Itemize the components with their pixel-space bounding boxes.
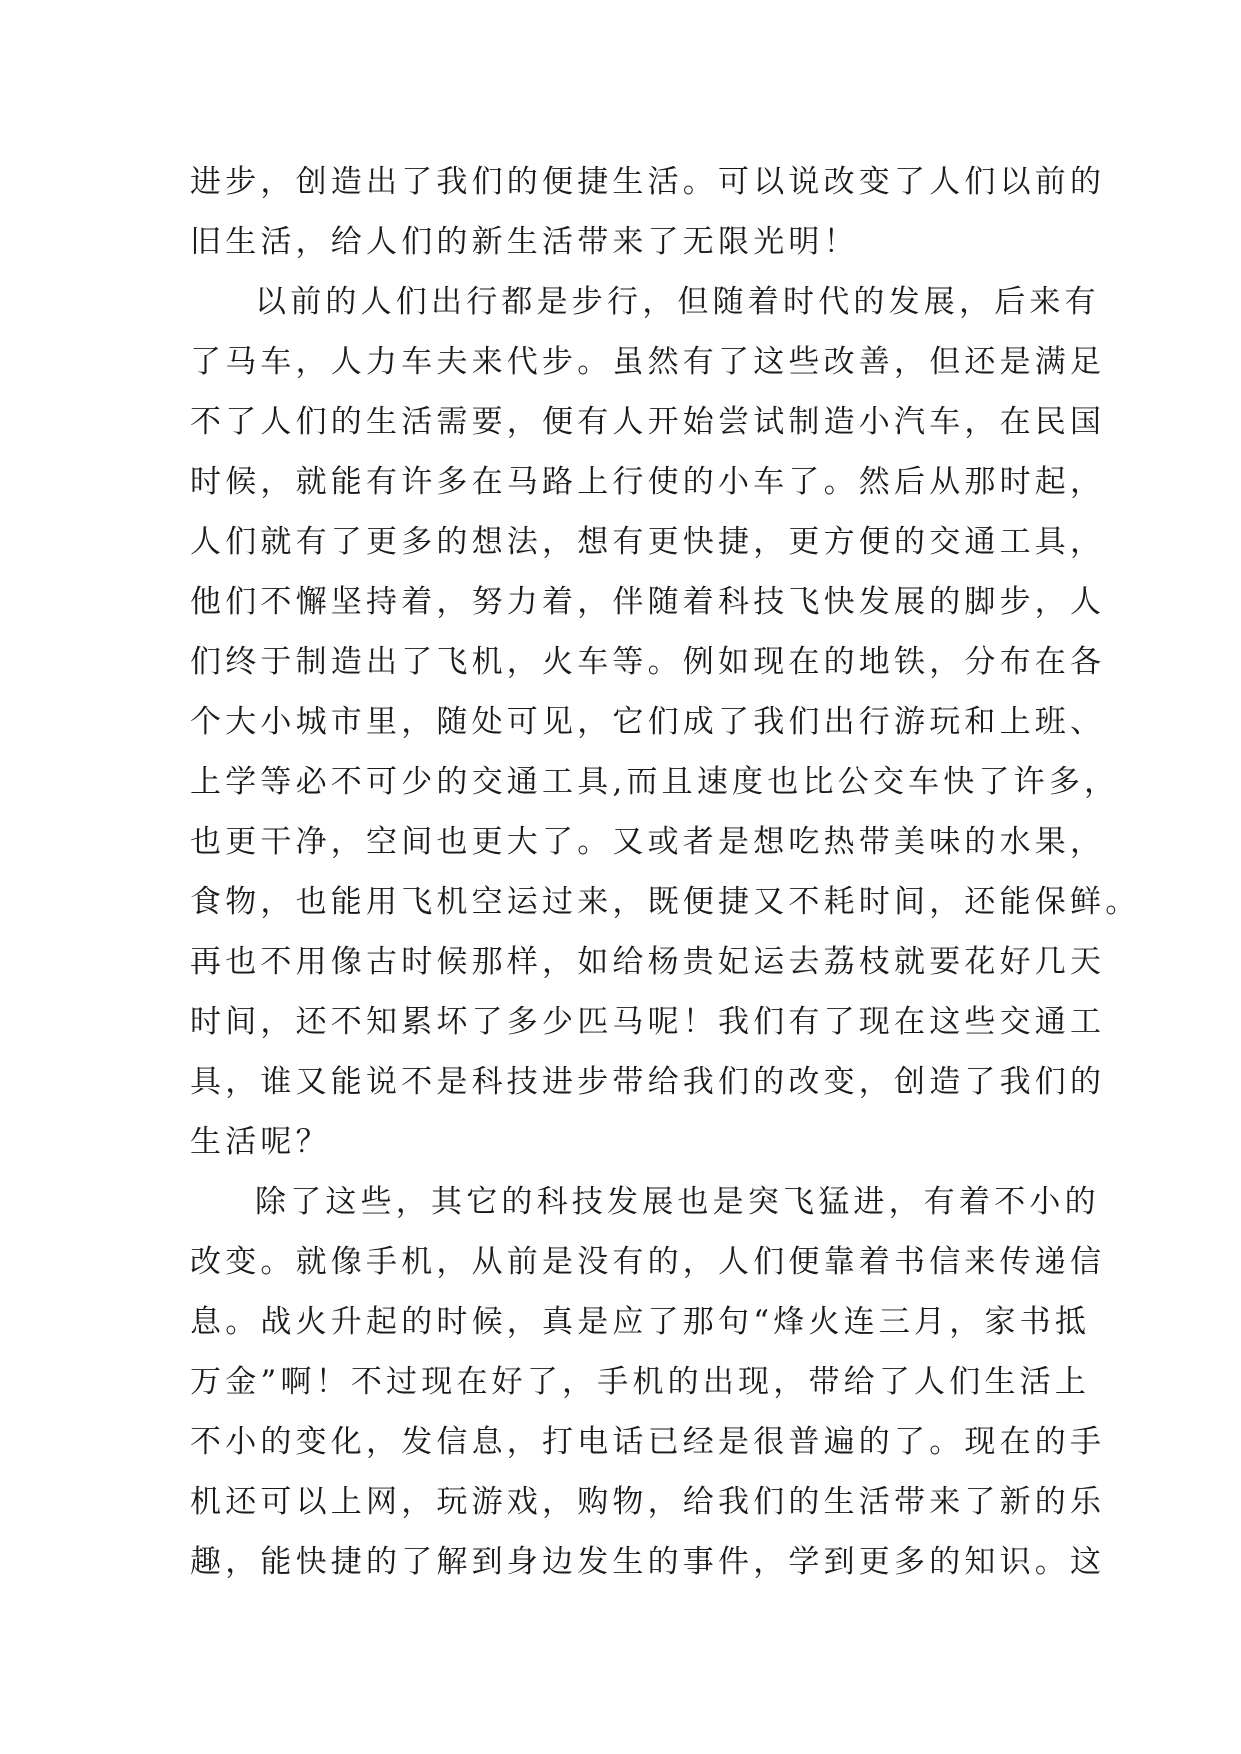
text-line: 进步，创造出了我们的便捷生活。可以说改变了人们以前的 (190, 164, 1106, 200)
text-line: 万金”啊！不过现在好了，手机的出现，带给了人们生活上 (190, 1364, 1091, 1400)
text-line: 们终于制造出了飞机，火车等。例如现在的地铁，分布在各 (190, 644, 1106, 680)
text-line: 食物，也能用飞机空运过来，既便捷又不耗时间，还能保鲜。 (190, 884, 1141, 920)
paragraph-start-line: 以前的人们出行都是步行，但随着时代的发展，后来有 (255, 284, 1100, 320)
text-line: 息。战火升起的时候，真是应了那句“烽火连三月，家书抵 (190, 1304, 1091, 1340)
text-line: 具，谁又能说不是科技进步带给我们的改变，创造了我们的 (190, 1064, 1106, 1100)
text-line: 了马车，人力车夫来代步。虽然有了这些改善，但还是满足 (190, 344, 1106, 380)
text-line: 生活呢？ (190, 1124, 331, 1160)
text-line: 不小的变化，发信息，打电话已经是很普遍的了。现在的手 (190, 1424, 1106, 1460)
text-line: 不了人们的生活需要，便有人开始尝试制造小汽车，在民国 (190, 404, 1106, 440)
text-line: 趣，能快捷的了解到身边发生的事件，学到更多的知识。这 (190, 1544, 1106, 1580)
text-line: 时间，还不知累坏了多少匹马呢！我们有了现在这些交通工 (190, 1004, 1106, 1040)
paragraph-start-line: 除了这些，其它的科技发展也是突飞猛进，有着不小的 (255, 1184, 1100, 1220)
text-line: 时候，就能有许多在马路上行使的小车了。然后从那时起， (190, 464, 1106, 500)
text-line: 人们就有了更多的想法，想有更快捷，更方便的交通工具， (190, 524, 1106, 560)
text-line: 再也不用像古时候那样，如给杨贵妃运去荔枝就要花好几天 (190, 944, 1106, 980)
text-line: 上学等必不可少的交通工具,而且速度也比公交车快了许多， (190, 764, 1120, 800)
text-line: 也更干净，空间也更大了。又或者是想吃热带美味的水果， (190, 824, 1106, 860)
text-line: 他们不懈坚持着，努力着，伴随着科技飞快发展的脚步，人 (190, 584, 1106, 620)
text-line: 个大小城市里，随处可见，它们成了我们出行游玩和上班、 (190, 704, 1106, 740)
text-line: 旧生活，给人们的新生活带来了无限光明！ (190, 224, 859, 260)
text-line: 改变。就像手机，从前是没有的，人们便靠着书信来传递信 (190, 1244, 1106, 1280)
text-line: 机还可以上网，玩游戏，购物，给我们的生活带来了新的乐 (190, 1484, 1106, 1520)
